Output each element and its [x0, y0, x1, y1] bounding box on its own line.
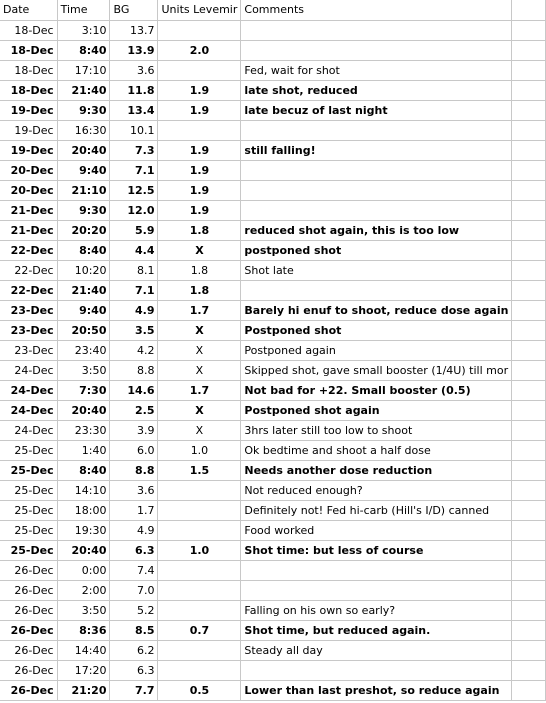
time-cell[interactable]: 17:10 [57, 60, 110, 80]
time-cell[interactable]: 21:40 [57, 80, 110, 100]
date-cell[interactable]: 25-Dec [0, 480, 57, 500]
table-row [0, 200, 546, 220]
table-row [0, 600, 546, 620]
time-cell[interactable]: 10:20 [57, 260, 110, 280]
bg-cell[interactable]: 3.6 [110, 480, 158, 500]
time-cell[interactable]: 19:30 [57, 520, 110, 540]
table-row [0, 60, 546, 80]
units-cell[interactable] [158, 580, 241, 600]
empty-cell[interactable] [512, 360, 546, 380]
units-cell[interactable]: X [158, 240, 241, 260]
time-cell[interactable]: 23:40 [57, 340, 110, 360]
comment-cell[interactable] [241, 60, 512, 80]
comment-text: Ok bedtime and shoot a half dose [244, 443, 431, 457]
empty-cell[interactable] [512, 640, 546, 660]
header-row [0, 0, 546, 20]
comment-text: Food worked [244, 523, 315, 537]
time-cell[interactable]: 9:30 [57, 200, 110, 220]
table-row [0, 260, 546, 280]
header-units-levemir[interactable]: Units Levemir [158, 0, 241, 20]
time-cell[interactable]: 8:40 [57, 40, 110, 60]
comment-text: Not bad for +22. Small booster (0.5) [244, 383, 471, 397]
comment-cell[interactable] [241, 160, 512, 180]
date-cell[interactable]: 24-Dec [0, 360, 57, 380]
empty-cell[interactable] [512, 280, 546, 300]
time-cell[interactable]: 0:00 [57, 560, 110, 580]
bg-cell[interactable]: 8.8 [110, 360, 158, 380]
time-cell[interactable]: 14:40 [57, 640, 110, 660]
date-cell[interactable]: 25-Dec [0, 460, 57, 480]
empty-cell[interactable] [512, 460, 546, 480]
comment-cell[interactable] [241, 620, 512, 640]
table-row [0, 360, 546, 380]
date-cell[interactable]: 26-Dec [0, 580, 57, 600]
empty-cell[interactable] [512, 400, 546, 420]
comment-cell[interactable] [241, 520, 512, 540]
empty-cell[interactable] [512, 660, 546, 680]
comment-cell[interactable] [241, 180, 512, 200]
comment-cell[interactable] [241, 320, 512, 340]
bg-cell[interactable]: 4.2 [110, 340, 158, 360]
header-date[interactable]: Date [0, 0, 57, 20]
units-cell[interactable]: 2.0 [158, 40, 241, 60]
date-cell[interactable]: 26-Dec [0, 600, 57, 620]
table-row [0, 440, 546, 460]
time-cell[interactable]: 21:20 [57, 680, 110, 700]
units-cell[interactable] [158, 60, 241, 80]
units-cell[interactable] [158, 20, 241, 40]
units-cell[interactable] [158, 600, 241, 620]
comment-cell[interactable] [241, 440, 512, 460]
units-cell[interactable] [158, 520, 241, 540]
bg-cell[interactable]: 14.6 [110, 380, 158, 400]
date-cell[interactable]: 18-Dec [0, 80, 57, 100]
time-cell[interactable]: 8:36 [57, 620, 110, 640]
units-cell[interactable]: 1.0 [158, 540, 241, 560]
units-cell[interactable]: 1.9 [158, 140, 241, 160]
date-cell[interactable]: 21-Dec [0, 220, 57, 240]
time-cell[interactable]: 9:40 [57, 160, 110, 180]
comment-text: Definitely not! Fed hi-carb (Hill's I/D) canned [244, 503, 490, 517]
table-row [0, 300, 546, 320]
table-row [0, 240, 546, 260]
units-cell[interactable] [158, 120, 241, 140]
bg-cell[interactable]: 5.9 [110, 220, 158, 240]
comment-text: Fed, wait for shot [244, 63, 340, 77]
bg-cell[interactable]: 4.9 [110, 520, 158, 540]
table-row [0, 560, 546, 580]
time-cell[interactable]: 8:40 [57, 240, 110, 260]
units-cell[interactable]: X [158, 400, 241, 420]
table-row [0, 620, 546, 640]
table-row [0, 520, 546, 540]
date-cell[interactable]: 26-Dec [0, 680, 57, 700]
comment-text: 3hrs later still too low to shoot [244, 423, 413, 437]
comment-text: Postponed shot again [244, 403, 380, 417]
comment-text: Shot time, but reduced again. [244, 623, 431, 637]
table-row [0, 640, 546, 660]
bg-cell[interactable]: 5.2 [110, 600, 158, 620]
date-cell[interactable]: 26-Dec [0, 620, 57, 640]
time-cell[interactable]: 3:10 [57, 20, 110, 40]
date-cell[interactable]: 26-Dec [0, 640, 57, 660]
comment-text: Barely hi enuf to shoot, reduce dose again [244, 303, 509, 317]
comment-cell[interactable] [241, 220, 512, 240]
table-row [0, 420, 546, 440]
time-cell[interactable]: 3:50 [57, 360, 110, 380]
bg-cell[interactable]: 4.9 [110, 300, 158, 320]
bg-cell[interactable]: 13.9 [110, 40, 158, 60]
time-cell[interactable]: 20:40 [57, 400, 110, 420]
date-cell[interactable]: 19-Dec [0, 120, 57, 140]
table-row [0, 280, 546, 300]
units-cell[interactable]: 1.8 [158, 280, 241, 300]
time-cell[interactable]: 3:50 [57, 600, 110, 620]
header-comments[interactable]: Comments [241, 0, 512, 20]
bg-cell[interactable]: 7.7 [110, 680, 158, 700]
date-cell[interactable]: 25-Dec [0, 540, 57, 560]
empty-cell[interactable] [512, 140, 546, 160]
header-time[interactable]: Time [57, 0, 110, 20]
bg-cell[interactable]: 7.3 [110, 140, 158, 160]
time-cell[interactable]: 16:30 [57, 120, 110, 140]
comment-text: Needs another dose reduction [244, 463, 433, 477]
time-cell[interactable]: 20:40 [57, 140, 110, 160]
table-row [0, 180, 546, 200]
comment-text: Skipped shot, gave small booster (1/4U) till mor [244, 363, 509, 377]
date-cell[interactable]: 19-Dec [0, 140, 57, 160]
units-cell[interactable]: 1.5 [158, 460, 241, 480]
date-cell[interactable]: 24-Dec [0, 380, 57, 400]
units-cell[interactable]: 1.9 [158, 100, 241, 120]
comment-cell[interactable] [241, 80, 512, 100]
comment-cell[interactable] [241, 420, 512, 440]
units-cell[interactable]: 1.9 [158, 180, 241, 200]
units-cell[interactable]: 1.0 [158, 440, 241, 460]
table-row [0, 320, 546, 340]
date-cell[interactable]: 20-Dec [0, 180, 57, 200]
comment-text: reduced shot again, this is too low [244, 223, 460, 237]
time-cell[interactable]: 8:40 [57, 460, 110, 480]
bg-cell[interactable]: 12.0 [110, 200, 158, 220]
empty-cell[interactable] [512, 620, 546, 640]
comment-cell[interactable] [241, 600, 512, 620]
comment-text: Shot time: but less of course [244, 543, 424, 557]
comment-cell[interactable] [241, 500, 512, 520]
empty-cell[interactable] [512, 120, 546, 140]
time-cell[interactable]: 21:10 [57, 180, 110, 200]
table-row [0, 460, 546, 480]
date-cell[interactable]: 25-Dec [0, 440, 57, 460]
table-row [0, 540, 546, 560]
empty-cell[interactable] [512, 0, 546, 20]
bg-cell[interactable]: 1.7 [110, 500, 158, 520]
comment-cell[interactable] [241, 540, 512, 560]
units-cell[interactable]: X [158, 420, 241, 440]
empty-cell[interactable] [512, 580, 546, 600]
date-cell[interactable]: 24-Dec [0, 420, 57, 440]
bg-cell[interactable]: 7.0 [110, 580, 158, 600]
units-cell[interactable]: X [158, 320, 241, 340]
date-cell[interactable]: 22-Dec [0, 280, 57, 300]
empty-cell[interactable] [512, 540, 546, 560]
comment-cell[interactable] [241, 340, 512, 360]
time-cell[interactable]: 9:40 [57, 300, 110, 320]
empty-cell[interactable] [512, 300, 546, 320]
comment-text: Postponed shot [244, 323, 342, 337]
date-cell[interactable]: 18-Dec [0, 40, 57, 60]
bg-cell[interactable]: 13.4 [110, 100, 158, 120]
comment-text: Lower than last preshot, so reduce again [244, 683, 500, 697]
units-cell[interactable] [158, 500, 241, 520]
table-row [0, 340, 546, 360]
comment-cell[interactable] [241, 480, 512, 500]
bg-cell[interactable]: 12.5 [110, 180, 158, 200]
empty-cell[interactable] [512, 180, 546, 200]
comment-text: postponed shot [244, 243, 342, 257]
table-row [0, 400, 546, 420]
empty-cell[interactable] [512, 320, 546, 340]
empty-cell[interactable] [512, 200, 546, 220]
empty-cell[interactable] [512, 20, 546, 40]
table-row [0, 580, 546, 600]
time-cell[interactable]: 9:30 [57, 100, 110, 120]
comment-text: late becuz of last night [244, 103, 388, 117]
bg-cell[interactable]: 6.3 [110, 660, 158, 680]
units-cell[interactable]: 1.7 [158, 380, 241, 400]
bg-cell[interactable]: 8.1 [110, 260, 158, 280]
comment-cell[interactable] [241, 120, 512, 140]
comment-cell[interactable] [241, 560, 512, 580]
bg-cell[interactable]: 8.8 [110, 460, 158, 480]
bg-cell[interactable]: 13.7 [110, 20, 158, 40]
table-row [0, 100, 546, 120]
comment-cell[interactable] [241, 460, 512, 480]
bg-cell[interactable]: 7.1 [110, 280, 158, 300]
table-row [0, 40, 546, 60]
empty-cell[interactable] [512, 680, 546, 700]
empty-cell[interactable] [512, 500, 546, 520]
comment-text: Falling on his own so early? [244, 603, 396, 617]
time-cell[interactable]: 14:10 [57, 480, 110, 500]
table-row [0, 20, 546, 40]
date-cell[interactable]: 21-Dec [0, 200, 57, 220]
date-cell[interactable]: 23-Dec [0, 320, 57, 340]
bg-cell[interactable]: 6.3 [110, 540, 158, 560]
comment-cell[interactable] [241, 240, 512, 260]
units-cell[interactable]: 1.7 [158, 300, 241, 320]
comment-cell[interactable] [241, 640, 512, 660]
time-cell[interactable]: 7:30 [57, 380, 110, 400]
table-row [0, 500, 546, 520]
comment-text: Shot late [244, 263, 294, 277]
bg-cell[interactable]: 8.5 [110, 620, 158, 640]
comment-cell[interactable] [241, 140, 512, 160]
units-cell[interactable] [158, 560, 241, 580]
bg-cell[interactable]: 6.0 [110, 440, 158, 460]
comment-text: Postponed again [244, 343, 336, 357]
empty-cell[interactable] [512, 260, 546, 280]
units-cell[interactable]: 1.9 [158, 160, 241, 180]
comment-cell[interactable] [241, 200, 512, 220]
table-row [0, 120, 546, 140]
table-row [0, 660, 546, 680]
date-cell[interactable]: 26-Dec [0, 560, 57, 580]
units-cell[interactable]: 1.8 [158, 260, 241, 280]
empty-cell[interactable] [512, 100, 546, 120]
table-row [0, 480, 546, 500]
date-cell[interactable]: 23-Dec [0, 300, 57, 320]
units-cell[interactable] [158, 640, 241, 660]
units-cell[interactable]: 0.5 [158, 680, 241, 700]
date-cell[interactable]: 25-Dec [0, 520, 57, 540]
units-cell[interactable]: X [158, 360, 241, 380]
date-cell[interactable]: 19-Dec [0, 100, 57, 120]
empty-cell[interactable] [512, 220, 546, 240]
empty-cell[interactable] [512, 60, 546, 80]
empty-cell[interactable] [512, 240, 546, 260]
comment-cell[interactable] [241, 360, 512, 380]
empty-cell[interactable] [512, 40, 546, 60]
date-cell[interactable]: 20-Dec [0, 160, 57, 180]
empty-cell[interactable] [512, 340, 546, 360]
comment-text: Steady all day [244, 643, 323, 657]
comment-text: still falling! [244, 143, 316, 157]
empty-cell[interactable] [512, 480, 546, 500]
comment-cell[interactable] [241, 660, 512, 680]
units-cell[interactable]: 1.8 [158, 220, 241, 240]
bg-cell[interactable]: 3.9 [110, 420, 158, 440]
comment-cell[interactable] [241, 380, 512, 400]
comment-cell[interactable] [241, 300, 512, 320]
table-row [0, 380, 546, 400]
empty-cell[interactable] [512, 420, 546, 440]
comment-cell[interactable] [241, 20, 512, 40]
time-cell[interactable]: 18:00 [57, 500, 110, 520]
units-cell[interactable]: 1.9 [158, 200, 241, 220]
bg-cell[interactable]: 6.2 [110, 640, 158, 660]
time-cell[interactable]: 20:50 [57, 320, 110, 340]
units-cell[interactable]: X [158, 340, 241, 360]
time-cell[interactable]: 23:30 [57, 420, 110, 440]
time-cell[interactable]: 20:40 [57, 540, 110, 560]
bg-cell[interactable]: 10.1 [110, 120, 158, 140]
date-cell[interactable]: 26-Dec [0, 660, 57, 680]
bg-cell[interactable]: 7.1 [110, 160, 158, 180]
time-cell[interactable]: 2:00 [57, 580, 110, 600]
time-cell[interactable]: 21:40 [57, 280, 110, 300]
bg-cell[interactable]: 3.5 [110, 320, 158, 340]
date-cell[interactable]: 24-Dec [0, 400, 57, 420]
units-cell[interactable] [158, 660, 241, 680]
empty-cell[interactable] [512, 380, 546, 400]
units-cell[interactable]: 1.9 [158, 80, 241, 100]
bg-cell[interactable]: 3.6 [110, 60, 158, 80]
date-cell[interactable]: 25-Dec [0, 500, 57, 520]
comment-cell[interactable] [241, 580, 512, 600]
comment-cell[interactable] [241, 680, 512, 700]
table-row [0, 140, 546, 160]
date-cell[interactable]: 22-Dec [0, 240, 57, 260]
table-row [0, 80, 546, 100]
comment-text: late shot, reduced [244, 83, 358, 97]
bg-cell[interactable]: 4.4 [110, 240, 158, 260]
bg-cell[interactable]: 2.5 [110, 400, 158, 420]
empty-cell[interactable] [512, 160, 546, 180]
time-cell[interactable]: 20:20 [57, 220, 110, 240]
time-cell[interactable]: 1:40 [57, 440, 110, 460]
date-cell[interactable]: 23-Dec [0, 340, 57, 360]
comment-cell[interactable] [241, 40, 512, 60]
empty-cell[interactable] [512, 600, 546, 620]
header-bg[interactable]: BG [110, 0, 158, 20]
units-cell[interactable]: 0.7 [158, 620, 241, 640]
empty-cell[interactable] [512, 560, 546, 580]
table-row [0, 220, 546, 240]
comment-cell[interactable] [241, 100, 512, 120]
empty-cell[interactable] [512, 520, 546, 540]
comment-text: Not reduced enough? [244, 483, 363, 497]
empty-cell[interactable] [512, 80, 546, 100]
date-cell[interactable]: 22-Dec [0, 260, 57, 280]
empty-cell[interactable] [512, 440, 546, 460]
date-cell[interactable]: 18-Dec [0, 20, 57, 40]
time-cell[interactable]: 17:20 [57, 660, 110, 680]
table-row [0, 680, 546, 700]
comment-cell[interactable] [241, 260, 512, 280]
date-cell[interactable]: 18-Dec [0, 60, 57, 80]
bg-cell[interactable]: 7.4 [110, 560, 158, 580]
units-cell[interactable] [158, 480, 241, 500]
bg-cell[interactable]: 11.8 [110, 80, 158, 100]
comment-cell[interactable] [241, 400, 512, 420]
comment-cell[interactable] [241, 280, 512, 300]
table-row [0, 160, 546, 180]
